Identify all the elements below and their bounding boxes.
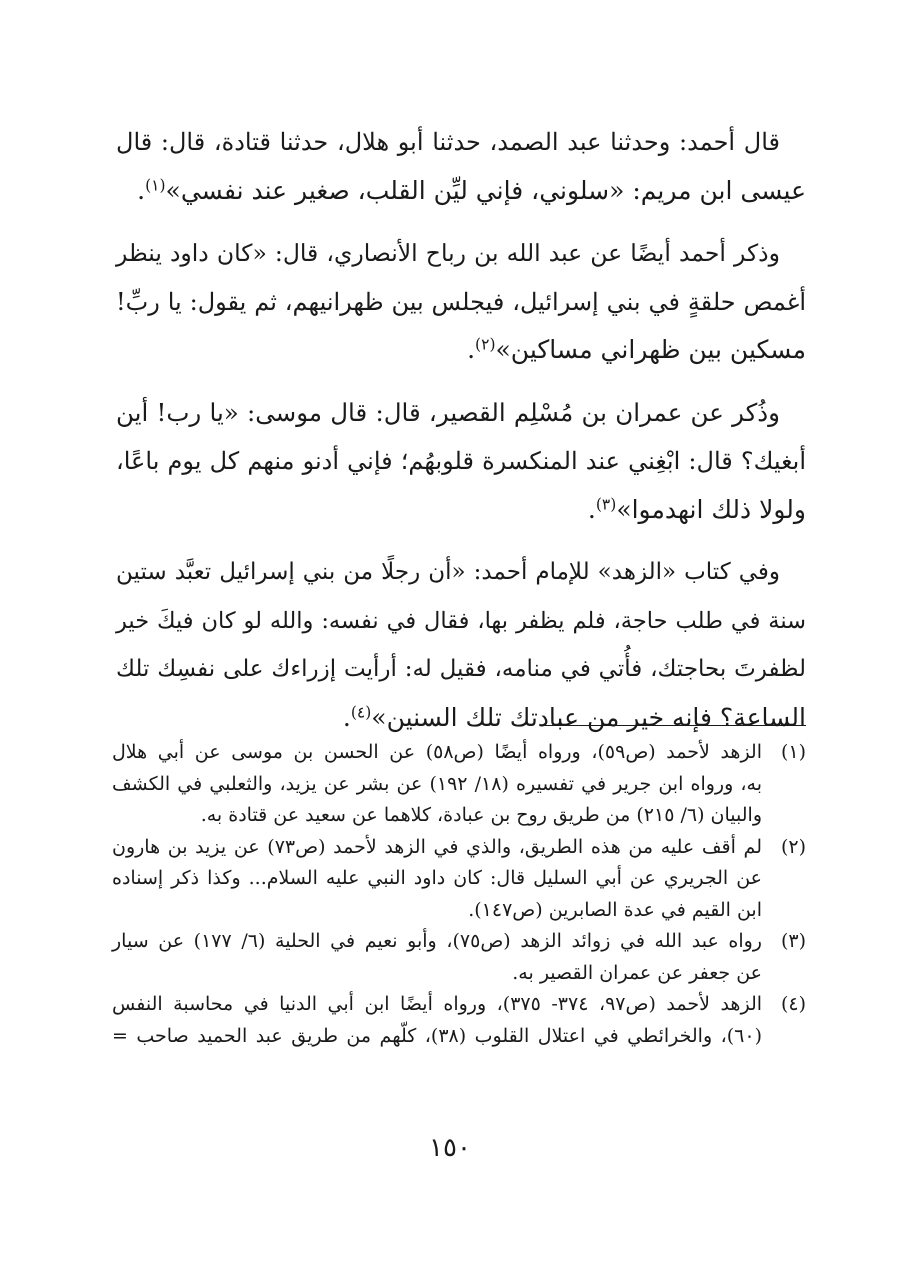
footnote-line: رواه عبد الله في زوائد الزهد (ص٧٥)، وأبو نعيم في الحلية (٦/ ١٧٧) عن سيار: [112, 930, 762, 952]
footnote-line: لم أقف عليه من هذه الطريق، والذي في الزهد لأحمد (ص٧٣) عن يزيد بن هارون: [112, 835, 762, 858]
footnote: [112, 832, 806, 927]
line-text: الساعة؟ فإنه خير من عبادتك تلك السنين»: [371, 702, 806, 732]
paragraph: [116, 389, 806, 535]
line-text: ولولا ذلك انهدموا»: [616, 494, 806, 524]
footnote-ref: (١): [145, 175, 166, 194]
footnote-ref: (٤): [350, 702, 372, 721]
footnote-line: (٦٠)، والخرائطي في اعتلال القلوب (٣٨)، كلّهم من طريق عبد الحميد صاحب =: [112, 1024, 762, 1047]
paragraph: [116, 229, 806, 375]
footnote-ref: (٣): [595, 494, 617, 513]
main-text: [116, 118, 806, 756]
footnote-ref: (٢): [475, 335, 496, 354]
footnote: [112, 926, 806, 989]
footnote-number: (٢): [780, 835, 806, 858]
line-text: مسكين بين ظهراني مساكين»: [495, 335, 806, 364]
footnote-line: عن جعفر عن عمران القصير به.: [512, 961, 762, 984]
footnote-line: والبيان (٦/ ٢١٥) من طريق روح بن عبادة، كلاهما عن سعيد عن قتادة به.: [200, 804, 762, 826]
text-line: سنة في طلب حاجة، فلم يظفر بها، فقال في نفسه: والله لو كان فيكَ خير: [116, 607, 806, 634]
footnote: [112, 989, 806, 1052]
text-line: ولولا ذلك انهدموا»$^{(٣)}$.: [587, 494, 806, 524]
text-line: مسكين بين ظهراني مساكين»$^{(٢)}$.: [467, 335, 806, 364]
page-number: ١٥٠: [429, 1133, 471, 1163]
paragraph: [116, 118, 806, 215]
footnote: [112, 737, 806, 832]
footnote-number: (١): [780, 741, 806, 763]
footnote-line: عن الجريري عن أبي السليل قال: كان داود النبي عليه السلام... وكذا ذكر إسناده: [112, 867, 762, 889]
paragraph: [116, 548, 806, 742]
footnote-separator: [540, 725, 806, 726]
text-line: أبغيك؟ قال: ابْغِني عند المنكسرة قلوبهُم؛ فإني أدنو منهم كل يوم باعًا،: [116, 447, 806, 475]
footnote-line: الزهد لأحمد (ص٥٩)، ورواه أيضًا (ص٥٨) عن الحسن بن موسى عن أبي هلال: [112, 741, 763, 763]
line-text: عيسى ابن مريم: «سلوني، فإني ليِّن القلب، صغير عند نفسي»: [165, 175, 806, 205]
text-line: لظفرتَ بحاجتك، فأُتي في منامه، فقيل له: أرأيت إزراءك على نفسِك تلك: [116, 656, 806, 682]
text-line: قال أحمد: وحدثنا عبد الصمد، حدثنا أبو هلال، حدثنا قتادة، قال: قال: [116, 128, 780, 156]
footnote-line: به، ورواه ابن جرير في تفسيره (١٨/ ١٩٢) عن بشر عن يزيد، والثعلبي في الكشف: [112, 772, 762, 795]
footnote-number: (٤): [780, 993, 806, 1015]
text-line: الساعة؟ فإنه خير من عبادتك تلك السنين»$^{(٤)}$.: [342, 702, 806, 732]
footnotes: [112, 737, 806, 1052]
footnote-number: (٣): [780, 930, 806, 952]
text-line: عيسى ابن مريم: «سلوني، فإني ليِّن القلب، صغير عند نفسي»$^{(١)}$.: [137, 175, 806, 205]
text-line: وذكر أحمد أيضًا عن عبد الله بن رباح الأنصاري، قال: «كان داود ينظر: [116, 239, 780, 267]
footnote-line: ابن القيم في عدة الصابرين (ص١٤٧).: [468, 898, 762, 921]
text-line: أغمص حلقةٍ في بني إسرائيل، فيجلس بين ظهرانيهم، ثم يقول: يا ربِّ!: [116, 287, 806, 316]
text-line: وذُكر عن عمران بن مُسْلِم القصير، قال: قال موسى: «يا رب! أين: [116, 397, 780, 427]
text-line: وفي كتاب «الزهد» للإمام أحمد: «أن رجلًا من بني إسرائيل تعبَّد ستين: [116, 559, 780, 585]
footnote-line: الزهد لأحمد (ص٩٧، ٣٧٤- ٣٧٥)، ورواه أيضًا ابن أبي الدنيا في محاسبة النفس: [112, 993, 763, 1015]
